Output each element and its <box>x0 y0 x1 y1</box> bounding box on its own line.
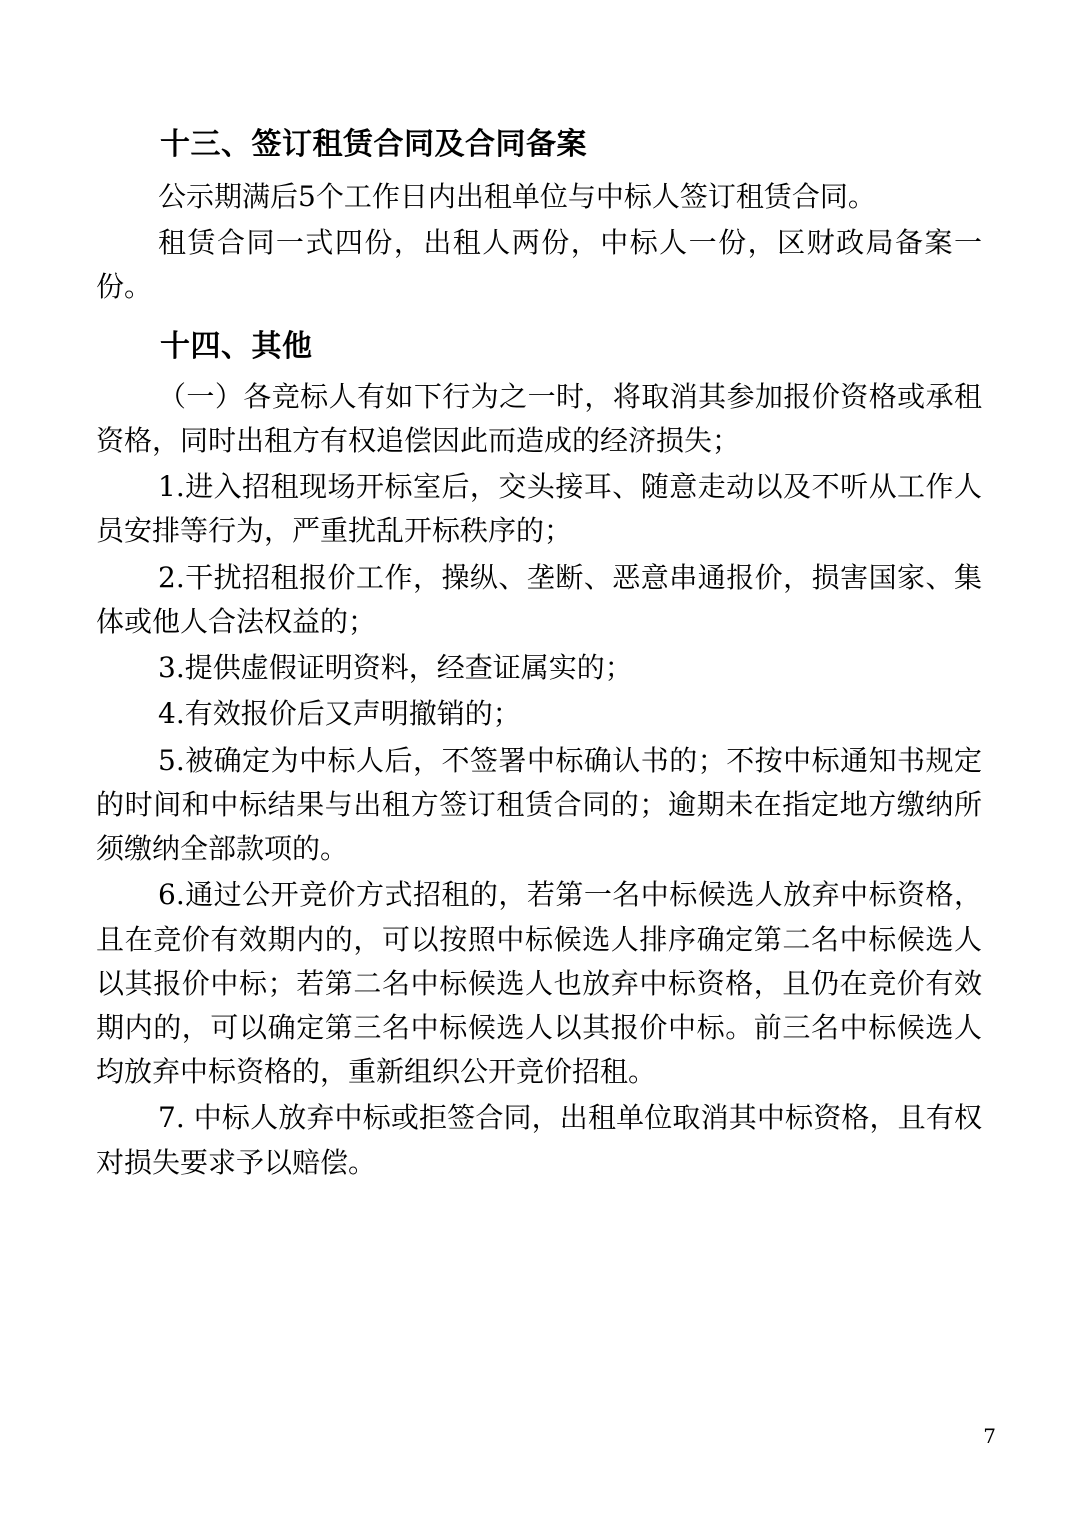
section-heading-14: 十四、其他 <box>160 328 313 364</box>
paragraph-rule-3: 3.提供虚假证明资料，经查证属实的； <box>158 651 633 685</box>
document-body <box>96 122 982 1187</box>
section-heading-13: 十三、签订租赁合同及合同备案 <box>160 127 587 162</box>
paragraph-rule-7: 7. 中标人放弃中标或拒签合同，出租单位取消其中标资格，且有权对损失要求予以赔偿。 <box>96 1101 982 1179</box>
paragraph-rule-4: 4.有效报价后又声明撤销的； <box>158 697 521 731</box>
paragraph-item-1-disqualification: （一）各竞标人有如下行为之一时，将取消其参加报价资格或承租资格，同时出租方有权追偿因此而造成的经济损失； <box>96 379 982 457</box>
paragraph-rule-2: 2.干扰招租报价工作，操纵、垄断、恶意串通报价，损害国家、集体或他人合法权益的； <box>96 560 982 638</box>
page-number: 7 <box>983 1424 996 1448</box>
paragraph-contract-sign-deadline: 公示期满后5个工作日内出租单位与中标人签订租赁合同。 <box>158 180 876 213</box>
paragraph-rule-6: 6.通过公开竞价方式招租的，若第一名中标候选人放弃中标资格，且在竞价有效期内的，可以按照中标候选人排序确定第二名中标候选人以其报价中标；若第二名中标候选人也放弃中标资格，且仍在竞价有效期内的，可以确定第三名中标候选人以其报价中标。前三名中标候选人均放弃中标资格的，重新组织公开竞价招租。 <box>96 878 982 1089</box>
paragraph-rule-1: 1.进入招租现场开标室后，交头接耳、随意走动以及不听从工作人员安排等行为，严重扰乱开标秩序的； <box>96 470 982 548</box>
paragraph-contract-copies: 租赁合同一式四份，出租人两份，中标人一份，区财政局备案一份。 <box>96 226 982 304</box>
paragraph-rule-5: 5.被确定为中标人后，不签署中标确认书的；不按中标通知书规定的时间和中标结果与出租方签订租赁合同的；逾期未在指定地方缴纳所须缴纳全部款项的。 <box>96 743 982 866</box>
